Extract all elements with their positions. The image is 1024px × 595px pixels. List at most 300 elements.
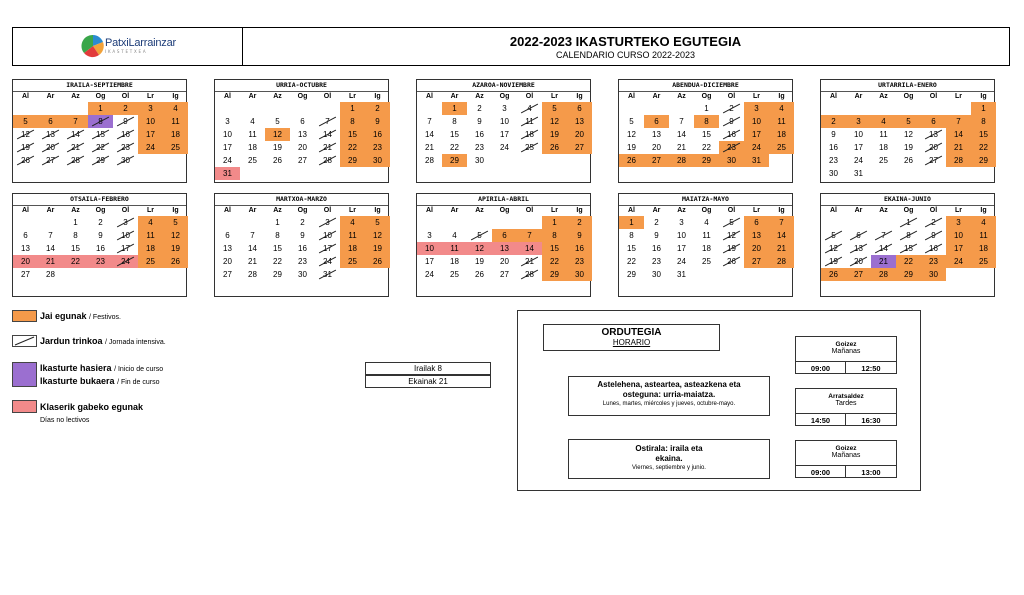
day-cell: 7 — [679, 117, 684, 126]
day-cell: 5 — [542, 102, 567, 115]
nolective-swatch — [12, 400, 37, 413]
day-cell: 28 — [669, 154, 694, 167]
day-cell: 28 — [63, 154, 88, 167]
day-cell: 28 — [517, 268, 542, 281]
day-cell: 9 — [365, 115, 390, 128]
day-cell: 7 — [48, 231, 53, 240]
day-cell: 12 — [13, 128, 38, 141]
day-cell: 25 — [971, 255, 996, 268]
times-morning-1 — [795, 336, 897, 374]
weekday-label: Al — [426, 93, 433, 100]
day-cell: 5 — [365, 216, 390, 229]
day-cell: 17 — [500, 130, 509, 139]
day-cell: 21 — [769, 242, 794, 255]
day-cell: 17 — [315, 242, 340, 255]
weekday-label: Az — [273, 93, 282, 100]
weekday-label: Az — [677, 207, 686, 214]
day-cell: 24 — [425, 270, 434, 279]
day-cell: 5 — [163, 216, 188, 229]
weekday-header — [417, 206, 590, 216]
weekday-label: Lr — [753, 207, 760, 214]
day-cell: 24 — [138, 141, 163, 154]
weekday-label: Al — [22, 93, 29, 100]
day-cell: 16 — [567, 242, 592, 255]
day-cell: 6 — [23, 231, 28, 240]
day-cell: 1 — [340, 102, 365, 115]
day-cell: 23 — [719, 141, 744, 154]
day-cell: 23 — [829, 156, 838, 165]
day-cell: 9 — [921, 229, 946, 242]
day-cell: 23 — [298, 257, 307, 266]
day-cell: 15 — [702, 130, 711, 139]
month-calendar — [214, 193, 389, 297]
morning-eu-1: Goizez — [835, 341, 857, 348]
day-cell: 26 — [542, 141, 567, 154]
day-cell: 7 — [315, 115, 340, 128]
day-cell: 13 — [744, 229, 769, 242]
weekday-label: Az — [273, 207, 282, 214]
month-calendar — [416, 79, 591, 183]
legend-start-eu: Ikasturte hasiera — [40, 363, 112, 373]
day-cell: 8 — [88, 115, 113, 128]
day-cell: 9 — [113, 115, 138, 128]
day-cell: 31 — [315, 268, 340, 281]
logo-subtext: IKASTETXEA — [105, 49, 148, 54]
afternoon-eu: Arratsaldez — [828, 393, 864, 400]
weekday-label: Ol — [323, 93, 332, 100]
weekday-label: Og — [701, 207, 712, 214]
day-cell: 11 — [138, 229, 163, 242]
day-cell: 9 — [567, 229, 592, 242]
month-title: APIRILA-ABRIL — [417, 194, 590, 206]
day-cell: 23 — [921, 255, 946, 268]
day-cell: 12 — [719, 229, 744, 242]
day-cell: 30 — [921, 268, 946, 281]
day-cell: 7 — [427, 117, 432, 126]
weekday-header — [821, 206, 994, 216]
logo-area — [13, 28, 243, 65]
day-cell: 30 — [719, 154, 744, 167]
day-cell: 21 — [38, 255, 63, 268]
legend-nolective-es: Días no lectivos — [40, 417, 90, 424]
day-cell: 13 — [223, 244, 232, 253]
day-cell: 7 — [63, 115, 88, 128]
day-cell: 1 — [971, 102, 996, 115]
day-cell: 12 — [265, 128, 290, 141]
legend-nolective-eu: Klaserik gabeko egunak — [40, 402, 144, 412]
day-cell: 26 — [365, 255, 390, 268]
day-cell: 2 — [477, 104, 482, 113]
day-cell: 6 — [644, 115, 669, 128]
day-cell: 4 — [704, 218, 709, 227]
morning-eu-2: Goizez — [835, 445, 857, 452]
day-cell: 20 — [298, 143, 307, 152]
morning2-end: 13:00 — [846, 465, 896, 478]
weekday-label: Az — [475, 207, 484, 214]
day-cell: 1 — [619, 216, 644, 229]
day-cell: 11 — [702, 231, 711, 240]
day-cell: 4 — [452, 231, 457, 240]
day-cell: 15 — [71, 244, 80, 253]
day-cell: 6 — [744, 216, 769, 229]
month-title: OTSAILA-FEBRERO — [13, 194, 186, 206]
day-cell: 23 — [365, 141, 390, 154]
day-cell: 26 — [475, 270, 484, 279]
day-cell: 26 — [273, 156, 282, 165]
day-cell: 7 — [871, 229, 896, 242]
day-cell: 4 — [517, 102, 542, 115]
day-cell: 2 — [365, 102, 390, 115]
weekday-label: Al — [628, 207, 635, 214]
page-title: 2022-2023 IKASTURTEKO EGUTEGIA — [509, 34, 742, 49]
month-calendar — [618, 193, 793, 297]
weekday-header — [13, 206, 186, 216]
weekday-label: Lr — [955, 207, 962, 214]
day-cell: 18 — [163, 128, 188, 141]
day-cell: 12 — [542, 115, 567, 128]
day-cell: 8 — [275, 231, 280, 240]
weekday-label: Ol — [525, 93, 534, 100]
weekday-label: Ol — [929, 207, 938, 214]
day-cell: 22 — [273, 257, 282, 266]
weekday-label: Ig — [980, 207, 987, 214]
day-cell: 20 — [921, 141, 946, 154]
weekday-label: Lr — [753, 93, 760, 100]
start-end-swatch — [12, 362, 37, 387]
weekday-label: Az — [879, 207, 888, 214]
day-cell: 11 — [248, 130, 257, 139]
day-cell: 25 — [769, 141, 794, 154]
weekday-header — [215, 92, 388, 102]
times-afternoon — [795, 388, 897, 426]
day-cell: 25 — [450, 270, 459, 279]
legend-start-es: / Inicio de curso — [114, 366, 164, 373]
day-cell: 16 — [365, 128, 390, 141]
day-cell: 2 — [821, 115, 846, 128]
weekday-label: Ar — [46, 93, 55, 100]
day-cell: 19 — [13, 141, 38, 154]
day-cell: 30 — [298, 270, 307, 279]
day-cell: 22 — [88, 141, 113, 154]
day-cell: 22 — [63, 255, 88, 268]
intensive-swatch — [12, 335, 37, 347]
day-cell: 17 — [113, 242, 138, 255]
day-cell: 16 — [921, 242, 946, 255]
day-cell: 8 — [542, 229, 567, 242]
day-cell: 6 — [492, 229, 517, 242]
weekday-label: Ig — [778, 207, 785, 214]
weekday-label: Ig — [576, 93, 583, 100]
weekday-label: Az — [71, 207, 80, 214]
weekday-label: Az — [879, 93, 888, 100]
weekday-label: Ig — [778, 93, 785, 100]
day-cell: 14 — [63, 128, 88, 141]
day-cell: 21 — [63, 141, 88, 154]
day-cell: 25 — [517, 141, 542, 154]
day-cell: 27 — [846, 268, 871, 281]
day-cell: 9 — [300, 231, 305, 240]
day-cell: 30 — [113, 154, 138, 167]
weekday-label: Lr — [551, 93, 558, 100]
month-calendar — [618, 79, 793, 183]
month-title: MARTXOA-MARZO — [215, 194, 388, 206]
month-calendar — [12, 193, 187, 297]
day-cell: 2 — [654, 218, 659, 227]
day-cell: 21 — [677, 143, 686, 152]
day-cell: 3 — [502, 104, 507, 113]
legend-intensive-es: / Jornada intensiva. — [105, 339, 166, 346]
month-title: MAIATZA-MAYO — [619, 194, 792, 206]
day-cell: 28 — [315, 154, 340, 167]
day-cell: 31 — [744, 154, 769, 167]
day-cell: 9 — [477, 117, 482, 126]
day-cell: 17 — [425, 257, 434, 266]
day-cell: 20 — [38, 141, 63, 154]
day-cell: 7 — [517, 229, 542, 242]
day-cell: 18 — [702, 244, 711, 253]
day-cell: 14 — [677, 130, 686, 139]
day-cell: 13 — [652, 130, 661, 139]
block1-es: Lunes, martes, miércoles y jueves, octubre-mayo. — [602, 401, 736, 407]
block2-eu: Ostirala: iraila eta ekaina. — [635, 444, 703, 463]
day-cell: 29 — [273, 270, 282, 279]
day-cell: 12 — [365, 229, 390, 242]
day-cell: 4 — [769, 102, 794, 115]
day-cell: 29 — [542, 268, 567, 281]
day-cell: 27 — [21, 270, 30, 279]
day-cell: 5 — [13, 115, 38, 128]
day-cell: 6 — [38, 115, 63, 128]
morning2-start: 09:00 — [796, 465, 846, 478]
day-cell: 3 — [315, 216, 340, 229]
day-cell: 18 — [340, 242, 365, 255]
weekday-label: Al — [628, 93, 635, 100]
day-cell: 3 — [427, 231, 432, 240]
day-cell: 30 — [652, 270, 661, 279]
day-cell: 30 — [475, 156, 484, 165]
day-cell: 29 — [340, 154, 365, 167]
day-cell: 30 — [567, 268, 592, 281]
day-cell: 22 — [702, 143, 711, 152]
day-cell: 6 — [300, 117, 305, 126]
day-cell: 3 — [946, 216, 971, 229]
day-cell: 8 — [340, 115, 365, 128]
day-cell: 10 — [946, 229, 971, 242]
weekday-label: Lr — [147, 207, 154, 214]
weekday-label: Ar — [248, 93, 257, 100]
day-cell: 27 — [567, 141, 592, 154]
weekday-label: Ar — [854, 93, 863, 100]
day-cell: 11 — [442, 242, 467, 255]
day-cell: 16 — [298, 244, 307, 253]
day-cell: 14 — [769, 229, 794, 242]
day-cell: 6 — [921, 115, 946, 128]
weekday-label: Og — [701, 93, 712, 100]
day-cell: 1 — [73, 218, 78, 227]
times-morning-2 — [795, 440, 897, 478]
day-cell: 24 — [854, 156, 863, 165]
day-cell: 20 — [500, 257, 509, 266]
day-cell: 8 — [452, 117, 457, 126]
day-cell: 15 — [971, 128, 996, 141]
day-cell: 10 — [744, 115, 769, 128]
day-cell: 2 — [719, 102, 744, 115]
day-cell: 24 — [744, 141, 769, 154]
day-cell: 5 — [896, 115, 921, 128]
day-cell: 29 — [442, 154, 467, 167]
day-cell: 4 — [250, 117, 255, 126]
weekday-label: Og — [903, 93, 914, 100]
month-title: AZAROA-NOVIEMBRE — [417, 80, 590, 92]
day-cell: 4 — [871, 115, 896, 128]
day-cell: 15 — [340, 128, 365, 141]
weekday-label: Ol — [121, 93, 130, 100]
day-cell: 9 — [98, 231, 103, 240]
schedule-panel — [517, 310, 921, 491]
logo-text: PatxiLarrainzar — [105, 37, 176, 49]
weekday-label: Ol — [727, 207, 736, 214]
day-cell: 23 — [567, 255, 592, 268]
day-cell: 11 — [769, 115, 794, 128]
day-cell: 15 — [542, 242, 567, 255]
calendar-header — [12, 27, 1010, 66]
day-cell: 19 — [163, 242, 188, 255]
day-cell: 21 — [517, 255, 542, 268]
afternoon-start: 14:50 — [796, 413, 846, 426]
day-cell: 20 — [744, 242, 769, 255]
weekday-label: Lr — [349, 207, 356, 214]
day-cell: 31 — [215, 167, 240, 180]
day-cell: 10 — [417, 242, 442, 255]
day-cell: 1 — [442, 102, 467, 115]
day-cell: 15 — [88, 128, 113, 141]
day-cell: 31 — [677, 270, 686, 279]
day-cell: 2 — [921, 216, 946, 229]
day-cell: 17 — [677, 244, 686, 253]
day-cell: 26 — [719, 255, 744, 268]
day-cell: 12 — [821, 242, 846, 255]
weekday-label: Ig — [172, 93, 179, 100]
day-cell: 27 — [644, 154, 669, 167]
day-cell: 7 — [769, 216, 794, 229]
day-cell: 16 — [719, 128, 744, 141]
legend-intensive-eu: Jardun trinkoa — [40, 336, 103, 346]
day-cell: 26 — [13, 154, 38, 167]
morning1-start: 09:00 — [796, 361, 846, 374]
day-cell: 5 — [821, 229, 846, 242]
weekday-label: Az — [475, 93, 484, 100]
weekday-label: Lr — [147, 93, 154, 100]
weekday-label: Al — [224, 93, 231, 100]
school-logo-icon — [79, 32, 107, 60]
day-cell: 20 — [223, 257, 232, 266]
month-calendar — [214, 79, 389, 183]
weekday-label: Ol — [727, 93, 736, 100]
day-cell: 25 — [138, 255, 163, 268]
weekday-label: Az — [677, 93, 686, 100]
course-end-date: Ekainak 21 — [365, 375, 491, 388]
day-cell: 16 — [652, 244, 661, 253]
day-cell: 14 — [871, 242, 896, 255]
day-cell: 9 — [831, 130, 836, 139]
weekday-label: Ar — [652, 93, 661, 100]
day-cell: 4 — [971, 216, 996, 229]
day-cell: 20 — [846, 255, 871, 268]
afternoon-end: 16:30 — [846, 413, 896, 426]
day-cell: 20 — [567, 128, 592, 141]
day-cell: 13 — [21, 244, 30, 253]
day-cell: 27 — [921, 154, 946, 167]
day-cell: 19 — [273, 143, 282, 152]
day-cell: 18 — [879, 143, 888, 152]
weekday-label: Az — [71, 93, 80, 100]
weekday-label: Ar — [46, 207, 55, 214]
page-subtitle: CALENDARIO CURSO 2022-2023 — [555, 50, 696, 60]
day-cell: 2 — [98, 218, 103, 227]
weekday-label: Og — [297, 207, 308, 214]
day-cell: 22 — [627, 257, 636, 266]
day-cell: 1 — [88, 102, 113, 115]
block2-es: Viernes, septiembre y junio. — [632, 465, 706, 471]
day-cell: 10 — [500, 117, 509, 126]
day-cell: 29 — [88, 154, 113, 167]
day-cell: 21 — [315, 141, 340, 154]
day-cell: 25 — [879, 156, 888, 165]
weekday-label: Ig — [172, 207, 179, 214]
day-cell: 13 — [38, 128, 63, 141]
day-cell: 23 — [88, 255, 113, 268]
day-cell: 11 — [340, 229, 365, 242]
day-cell: 14 — [315, 128, 340, 141]
day-cell: 29 — [694, 154, 719, 167]
day-cell: 18 — [971, 242, 996, 255]
weekday-label: Al — [224, 207, 231, 214]
weekday-header — [821, 92, 994, 102]
weekday-label: Ol — [323, 207, 332, 214]
weekday-label: Al — [22, 207, 29, 214]
day-cell: 5 — [719, 216, 744, 229]
day-cell: 4 — [340, 216, 365, 229]
day-cell: 27 — [744, 255, 769, 268]
weekday-label: Lr — [955, 93, 962, 100]
day-cell: 22 — [340, 141, 365, 154]
legend-holiday-es: / Festivos. — [89, 314, 121, 321]
month-title: URRIA-OCTUBRE — [215, 80, 388, 92]
day-cell: 14 — [248, 244, 257, 253]
weekday-header — [215, 206, 388, 216]
day-cell: 1 — [275, 218, 280, 227]
month-title: URTARRILA-ENERO — [821, 80, 994, 92]
day-cell: 17 — [946, 242, 971, 255]
day-cell: 28 — [871, 268, 896, 281]
day-cell: 17 — [854, 143, 863, 152]
legend-end-eu: Ikasturte bukaera — [40, 376, 115, 386]
day-cell: 14 — [946, 128, 971, 141]
day-cell: 26 — [904, 156, 913, 165]
weekday-label: Lr — [349, 93, 356, 100]
day-cell: 25 — [702, 257, 711, 266]
day-cell: 26 — [163, 255, 188, 268]
holiday-swatch — [12, 310, 37, 322]
weekday-label: Og — [95, 207, 106, 214]
weekday-label: Lr — [551, 207, 558, 214]
weekday-header — [417, 92, 590, 102]
day-cell: 19 — [627, 143, 636, 152]
weekday-label: Ar — [248, 207, 257, 214]
day-cell: 5 — [275, 117, 280, 126]
weekday-label: Ol — [525, 207, 534, 214]
weekday-label: Ar — [652, 207, 661, 214]
